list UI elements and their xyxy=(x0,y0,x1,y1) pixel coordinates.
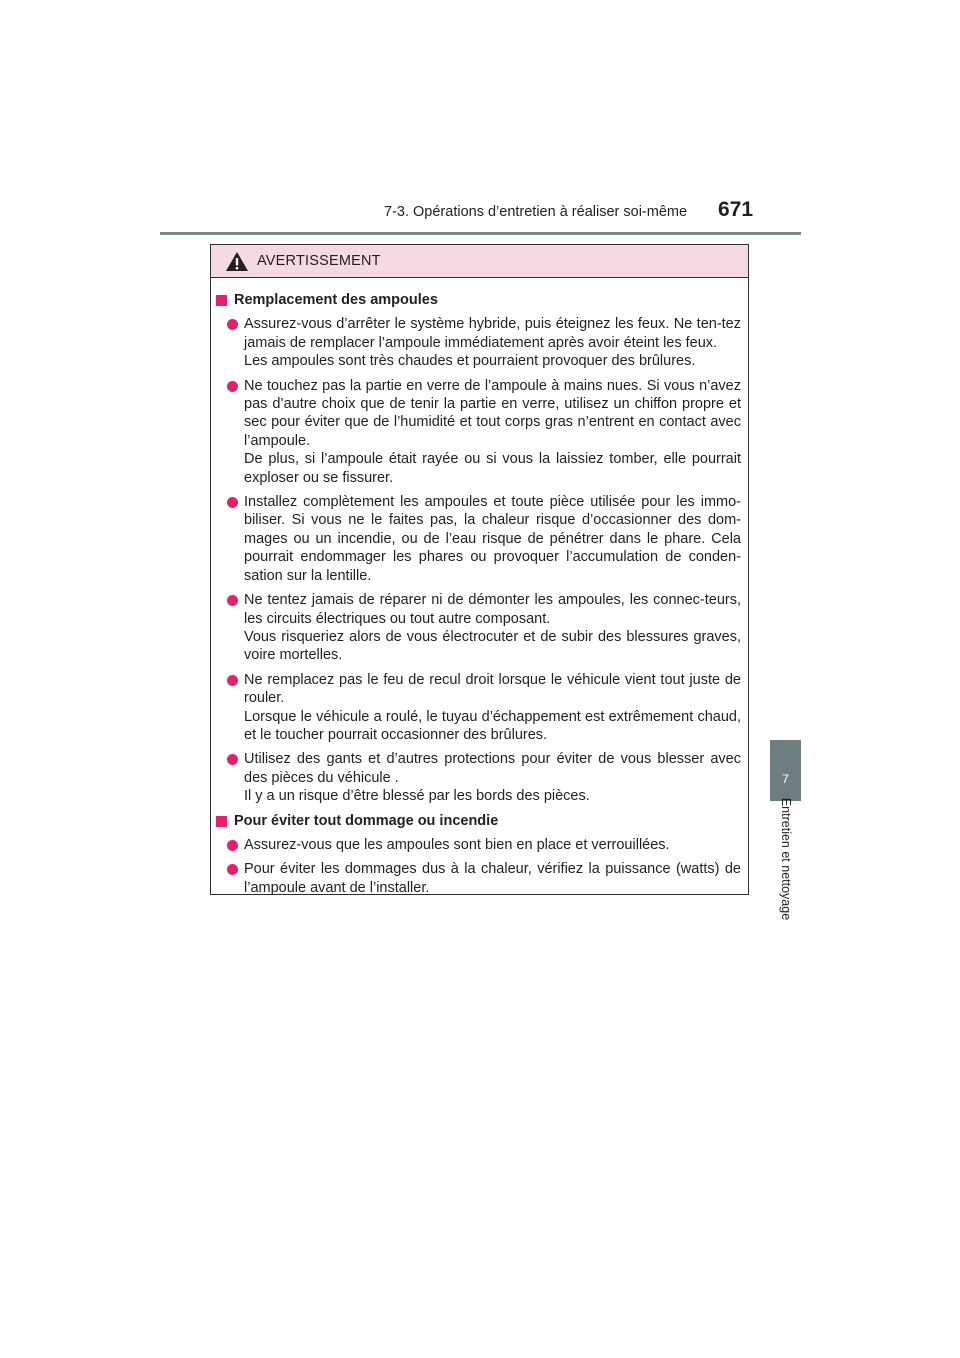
warning-body xyxy=(211,278,748,897)
paragraph: Vous risqueriez alors de vous électrocuter et de subir des blessures graves, voire mortelles. xyxy=(244,628,741,664)
warning-title: AVERTISSEMENT xyxy=(257,253,381,269)
list-item-text xyxy=(244,377,741,487)
round-bullet-icon xyxy=(227,319,238,330)
list-item-text xyxy=(244,671,741,745)
paragraph: Il y a un risque d’être blessé par les bords des pièces. xyxy=(244,788,590,805)
warning-header xyxy=(211,245,748,278)
list-item xyxy=(216,377,741,487)
round-bullet-icon xyxy=(227,864,238,875)
section-heading xyxy=(216,291,741,309)
chapter-label xyxy=(744,797,828,921)
warning-triangle-icon xyxy=(225,251,249,272)
paragraph: Lorsque le véhicule a roulé, le tuyau d’échappement est extrêmement chaud, et le toucher pourrait occasionner des brûlures. xyxy=(244,708,741,743)
list-item xyxy=(216,493,741,585)
paragraph: Pour éviter les dommages dus à la chaleur, vérifiez la puissance (watts) de l’ampoule avant de l’installer. xyxy=(244,861,741,896)
list-item xyxy=(216,591,741,665)
paragraph: Ne tentez jamais de réparer ni de démonter les ampoules, les connec-teurs, les circuits électriques ou tout autre composant. xyxy=(244,592,741,627)
page-number: 671 xyxy=(718,198,754,221)
list-item xyxy=(216,836,741,854)
paragraph: Assurez-vous que les ampoules sont bien en place et verrouillées. xyxy=(244,836,670,853)
list-item-text xyxy=(244,315,741,370)
section-heading xyxy=(216,812,741,830)
round-bullet-icon xyxy=(227,497,238,508)
list-item-text xyxy=(244,591,741,665)
warning-box xyxy=(210,244,749,895)
paragraph: Ne touchez pas la partie en verre de l’ampoule à mains nues. Si vous n’avez pas d’autre choix que de tenir la partie en verre, utilisez un chiffon propre et sec pour éviter que de l’humidité et tout corps gras n’entrent en contact avec l’ampoule. xyxy=(244,377,741,449)
list-item xyxy=(216,671,741,745)
list-item-text xyxy=(244,750,741,805)
round-bullet-icon xyxy=(227,595,238,606)
paragraph: Utilisez des gants et d’autres protections pour éviter de vous blesser avec des pièces du véhicule . xyxy=(244,751,741,786)
list-item xyxy=(216,750,741,805)
paragraph: Installez complètement les ampoules et toute pièce utilisée pour les immo-biliser. Si vous ne le faites pas, la chaleur risque d’occasionner des dom-mages ou un incendie, ou de l’eau risque de pénétrer dans le phare. Cela pourrait endommager les phares ou provoquer l’accumulation de conden-sation sur la lentille. xyxy=(244,494,741,584)
paragraph: Ne remplacez pas le feu de recul droit lorsque le véhicule vient tout juste de rouler. xyxy=(244,671,741,707)
list-item-text xyxy=(244,860,741,897)
section-heading-text: Pour éviter tout dommage ou incendie xyxy=(234,812,499,829)
list-item xyxy=(216,315,741,370)
section-heading-text: Remplacement des ampoules xyxy=(234,292,438,308)
square-bullet-icon xyxy=(216,295,227,306)
square-bullet-icon xyxy=(216,816,227,827)
chapter-number: 7 xyxy=(782,772,789,786)
header-divider xyxy=(160,232,801,235)
round-bullet-icon xyxy=(227,840,238,851)
round-bullet-icon xyxy=(227,381,238,392)
list-item-text xyxy=(244,493,741,585)
chapter-tab xyxy=(770,740,801,801)
list-item xyxy=(216,860,741,897)
paragraph: Les ampoules sont très chaudes et pourraient provoquer des brûlures. xyxy=(244,353,696,370)
section-title: 7-3. Opérations d’entretien à réaliser soi-même xyxy=(384,204,688,220)
paragraph: De plus, si l’ampoule était rayée ou si vous la laissiez tomber, elle pourrait exploser ou se fissurer. xyxy=(244,451,741,486)
list-item-text xyxy=(244,836,741,854)
chapter-label-text: Entretien et nettoyage xyxy=(779,797,793,921)
round-bullet-icon xyxy=(227,754,238,765)
paragraph: Assurez-vous d’arrêter le système hybride, puis éteignez les feux. Ne ten-tez jamais de remplacer l’ampoule immédiatement après avoir éteint les feux. xyxy=(244,316,741,351)
round-bullet-icon xyxy=(227,675,238,686)
